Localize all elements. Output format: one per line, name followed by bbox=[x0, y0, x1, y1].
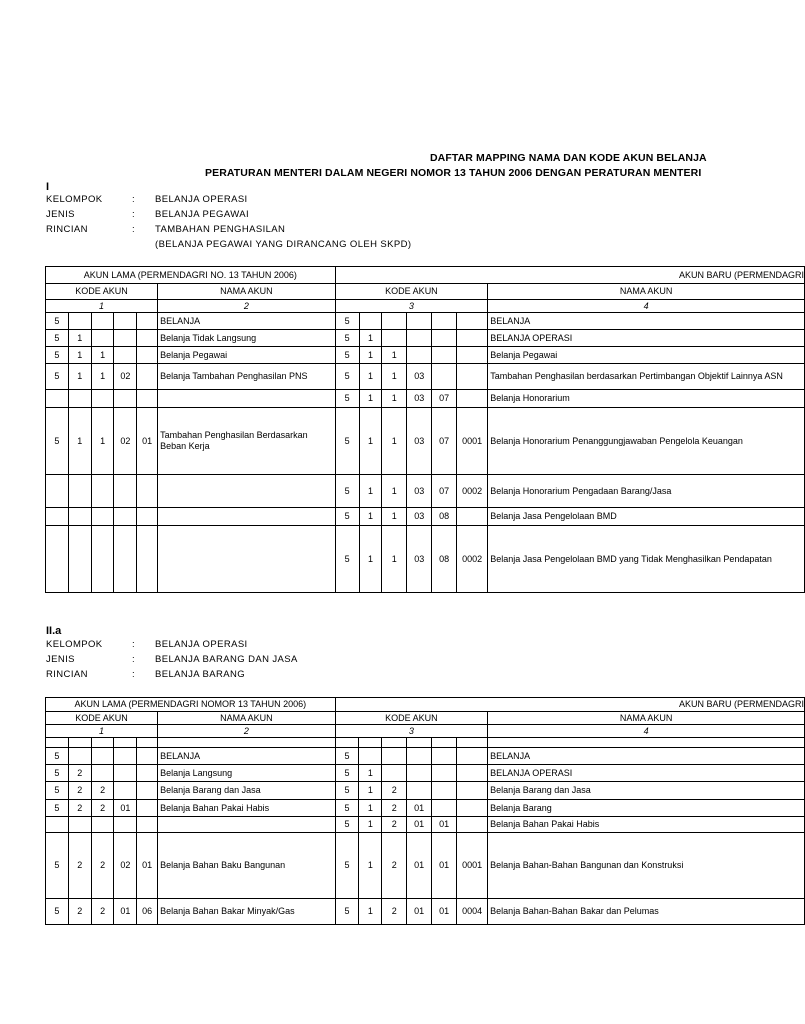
old-account-name: Belanja Pegawai bbox=[158, 347, 336, 364]
new-code-cell: 1 bbox=[359, 408, 382, 475]
new-code-cell bbox=[359, 313, 382, 330]
old-code-cell: 5 bbox=[46, 899, 69, 925]
new-code-cell bbox=[457, 817, 488, 833]
old-code-cell bbox=[68, 475, 91, 508]
old-code-cell bbox=[91, 817, 114, 833]
old-code-cell bbox=[137, 800, 158, 817]
new-code-cell bbox=[457, 782, 488, 800]
old-account-name: Belanja Langsung bbox=[158, 765, 336, 782]
old-code-cell: 5 bbox=[46, 833, 69, 899]
old-code-cell: 01 bbox=[137, 408, 158, 475]
new-code-cell bbox=[432, 364, 457, 390]
old-code-cell bbox=[114, 765, 137, 782]
old-code-cell bbox=[68, 313, 91, 330]
new-code-cell: 1 bbox=[359, 765, 382, 782]
header-old-account: AKUN LAMA (PERMENDAGRI NO. 13 TAHUN 2006) bbox=[46, 267, 336, 284]
old-account-name: BELANJA bbox=[158, 748, 336, 765]
old-code-cell: 5 bbox=[46, 800, 69, 817]
old-account-name: Belanja Bahan Baku Bangunan bbox=[158, 833, 336, 899]
old-code-cell bbox=[114, 475, 137, 508]
old-code-cell bbox=[91, 390, 114, 408]
document-title: DAFTAR MAPPING NAMA DAN KODE AKUN BELANJA bbox=[430, 152, 707, 164]
old-account-name: Belanja Barang dan Jasa bbox=[158, 782, 336, 800]
new-code-cell bbox=[382, 748, 407, 765]
new-code-cell bbox=[407, 782, 432, 800]
old-code-cell: 02 bbox=[114, 408, 137, 475]
old-code-cell bbox=[114, 526, 137, 593]
new-code-cell: 5 bbox=[335, 330, 359, 347]
old-code-cell: 5 bbox=[46, 313, 69, 330]
new-code-cell: 1 bbox=[382, 408, 407, 475]
old-code-cell: 2 bbox=[68, 765, 91, 782]
old-code-cell: 1 bbox=[68, 364, 91, 390]
old-account-name bbox=[158, 508, 336, 526]
new-code-cell: 1 bbox=[359, 330, 382, 347]
new-code-cell bbox=[432, 738, 457, 748]
old-code-cell bbox=[46, 475, 69, 508]
old-code-cell bbox=[137, 508, 158, 526]
old-code-cell bbox=[137, 330, 158, 347]
new-code-cell: 0002 bbox=[457, 526, 488, 593]
new-code-cell: 08 bbox=[432, 508, 457, 526]
new-code-cell: 0004 bbox=[457, 899, 488, 925]
old-code-cell: 2 bbox=[91, 800, 114, 817]
old-code-cell bbox=[68, 748, 91, 765]
new-code-cell: 5 bbox=[335, 408, 359, 475]
new-account-name: Belanja Honorarium Penanggungjawaban Pengelola Keuangan bbox=[488, 408, 805, 475]
old-code-cell bbox=[114, 347, 137, 364]
new-code-cell: 1 bbox=[359, 526, 382, 593]
header-new-account: AKUN BARU (PERMENDAGRI bbox=[335, 698, 804, 712]
new-code-cell: 0002 bbox=[457, 475, 488, 508]
new-code-cell bbox=[382, 313, 407, 330]
info-colon: : bbox=[132, 194, 136, 205]
old-account-name bbox=[158, 526, 336, 593]
old-code-cell bbox=[114, 390, 137, 408]
info-colon: : bbox=[132, 209, 136, 220]
new-code-cell: 5 bbox=[335, 347, 359, 364]
new-code-cell: 08 bbox=[432, 526, 457, 593]
new-code-cell bbox=[335, 738, 359, 748]
table-row bbox=[46, 833, 805, 899]
new-code-cell: 01 bbox=[432, 833, 457, 899]
old-name-header: NAMA AKUN bbox=[158, 712, 336, 725]
new-code-cell: 5 bbox=[335, 800, 359, 817]
column-number: 2 bbox=[158, 725, 336, 738]
old-code-cell: 5 bbox=[46, 748, 69, 765]
old-code-cell: 5 bbox=[46, 330, 69, 347]
new-account-name: Belanja Barang dan Jasa bbox=[488, 782, 805, 800]
new-code-cell bbox=[382, 330, 407, 347]
new-account-name: BELANJA bbox=[488, 313, 805, 330]
new-code-cell: 03 bbox=[407, 526, 432, 593]
old-code-cell bbox=[91, 475, 114, 508]
header-row bbox=[46, 698, 805, 712]
info-value: BELANJA BARANG DAN JASA bbox=[155, 654, 298, 665]
new-code-cell bbox=[457, 738, 488, 748]
new-name-header: NAMA AKUN bbox=[488, 284, 805, 300]
new-code-cell bbox=[407, 738, 432, 748]
old-code-cell bbox=[68, 526, 91, 593]
new-code-cell: 2 bbox=[382, 899, 407, 925]
new-code-cell: 07 bbox=[432, 390, 457, 408]
header-row bbox=[46, 267, 805, 284]
info-colon: : bbox=[132, 669, 136, 680]
new-code-cell: 07 bbox=[432, 475, 457, 508]
old-code-cell bbox=[114, 782, 137, 800]
old-code-cell: 2 bbox=[91, 782, 114, 800]
old-code-cell bbox=[68, 817, 91, 833]
column-number: 1 bbox=[46, 300, 158, 313]
new-code-header: KODE AKUN bbox=[335, 712, 488, 725]
info-key: KELOMPOK bbox=[46, 194, 103, 205]
old-account-name: Belanja Tidak Langsung bbox=[158, 330, 336, 347]
new-code-cell bbox=[359, 738, 382, 748]
new-code-cell: 0001 bbox=[457, 408, 488, 475]
new-code-cell: 5 bbox=[335, 390, 359, 408]
new-code-cell: 01 bbox=[407, 800, 432, 817]
new-code-cell: 5 bbox=[335, 508, 359, 526]
new-account-name: BELANJA OPERASI bbox=[488, 330, 805, 347]
old-code-cell bbox=[137, 526, 158, 593]
old-code-cell bbox=[46, 526, 69, 593]
old-account-name: Belanja Tambahan Penghasilan PNS bbox=[158, 364, 336, 390]
section-label: I bbox=[46, 181, 50, 193]
old-code-cell bbox=[91, 313, 114, 330]
new-code-cell: 5 bbox=[335, 364, 359, 390]
info-colon: : bbox=[132, 654, 136, 665]
old-code-cell: 5 bbox=[46, 364, 69, 390]
new-account-name: Belanja Honorarium bbox=[488, 390, 805, 408]
new-code-cell: 1 bbox=[359, 833, 382, 899]
new-code-cell: 0001 bbox=[457, 833, 488, 899]
mapping-table bbox=[45, 266, 805, 593]
table-row bbox=[46, 800, 805, 817]
old-code-cell: 06 bbox=[137, 899, 158, 925]
table-row bbox=[46, 738, 805, 748]
old-account-name: BELANJA bbox=[158, 313, 336, 330]
new-code-cell: 01 bbox=[432, 817, 457, 833]
new-code-cell bbox=[382, 765, 407, 782]
new-code-cell bbox=[457, 748, 488, 765]
new-account-name: BELANJA bbox=[488, 748, 805, 765]
new-code-cell: 2 bbox=[382, 817, 407, 833]
old-account-name bbox=[158, 390, 336, 408]
old-code-cell: 1 bbox=[91, 364, 114, 390]
old-code-cell: 2 bbox=[91, 899, 114, 925]
new-code-cell: 1 bbox=[382, 390, 407, 408]
old-code-cell: 1 bbox=[91, 408, 114, 475]
new-code-cell: 1 bbox=[382, 475, 407, 508]
new-code-cell: 1 bbox=[359, 800, 382, 817]
old-name-header: NAMA AKUN bbox=[158, 284, 336, 300]
new-code-cell: 01 bbox=[407, 833, 432, 899]
new-account-name: BELANJA OPERASI bbox=[488, 765, 805, 782]
new-code-cell: 1 bbox=[359, 899, 382, 925]
new-code-cell bbox=[457, 347, 488, 364]
old-code-cell bbox=[114, 508, 137, 526]
old-code-cell bbox=[137, 347, 158, 364]
new-code-cell: 5 bbox=[335, 817, 359, 833]
old-code-cell: 1 bbox=[68, 330, 91, 347]
new-code-cell: 1 bbox=[359, 364, 382, 390]
header-old-account: AKUN LAMA (PERMENDAGRI NOMOR 13 TAHUN 2006) bbox=[46, 698, 336, 712]
info-value: BELANJA OPERASI bbox=[155, 639, 248, 650]
new-code-cell: 5 bbox=[335, 748, 359, 765]
new-code-cell: 2 bbox=[382, 833, 407, 899]
new-code-cell: 03 bbox=[407, 364, 432, 390]
new-code-cell: 2 bbox=[382, 782, 407, 800]
old-account-name: Belanja Bahan Pakai Habis bbox=[158, 800, 336, 817]
new-code-cell bbox=[432, 782, 457, 800]
old-code-cell bbox=[68, 738, 91, 748]
old-code-cell: 1 bbox=[91, 347, 114, 364]
mapping-table bbox=[45, 697, 805, 925]
new-code-cell: 1 bbox=[359, 475, 382, 508]
old-code-cell bbox=[91, 526, 114, 593]
old-code-cell: 02 bbox=[114, 364, 137, 390]
old-code-cell bbox=[137, 475, 158, 508]
new-code-cell bbox=[457, 390, 488, 408]
old-code-cell bbox=[68, 390, 91, 408]
new-code-cell: 1 bbox=[382, 508, 407, 526]
new-code-cell: 01 bbox=[432, 899, 457, 925]
old-code-cell: 01 bbox=[137, 833, 158, 899]
new-code-cell: 1 bbox=[359, 508, 382, 526]
info-value: BELANJA PEGAWAI bbox=[155, 209, 249, 220]
new-code-cell: 1 bbox=[382, 364, 407, 390]
table-row bbox=[46, 330, 805, 347]
old-code-cell bbox=[91, 508, 114, 526]
new-account-name: Belanja Pegawai bbox=[488, 347, 805, 364]
old-code-cell bbox=[114, 748, 137, 765]
new-code-cell bbox=[407, 347, 432, 364]
new-code-cell: 01 bbox=[407, 817, 432, 833]
new-code-cell: 5 bbox=[335, 313, 359, 330]
old-code-cell bbox=[137, 390, 158, 408]
new-code-cell bbox=[432, 330, 457, 347]
old-code-cell bbox=[91, 765, 114, 782]
old-account-name bbox=[158, 475, 336, 508]
new-code-cell bbox=[457, 313, 488, 330]
new-code-cell bbox=[432, 765, 457, 782]
old-code-cell bbox=[114, 738, 137, 748]
new-code-cell: 03 bbox=[407, 475, 432, 508]
new-code-cell: 03 bbox=[407, 508, 432, 526]
info-key: RINCIAN bbox=[46, 224, 88, 235]
old-code-cell bbox=[114, 817, 137, 833]
new-code-cell: 2 bbox=[382, 800, 407, 817]
new-account-name: Belanja Bahan-Bahan Bangunan dan Konstruksi bbox=[488, 833, 805, 899]
column-number: 4 bbox=[488, 300, 805, 313]
info-key: KELOMPOK bbox=[46, 639, 103, 650]
old-code-cell: 5 bbox=[46, 782, 69, 800]
old-code-cell bbox=[137, 738, 158, 748]
table-row bbox=[46, 390, 805, 408]
new-code-cell bbox=[407, 330, 432, 347]
column-number: 4 bbox=[488, 725, 805, 738]
old-code-cell: 01 bbox=[114, 899, 137, 925]
new-code-cell bbox=[359, 748, 382, 765]
new-account-name: Tambahan Penghasilan berdasarkan Pertimbangan Objektif Lainnya ASN bbox=[488, 364, 805, 390]
old-code-cell bbox=[114, 313, 137, 330]
old-account-name: Belanja Bahan Bakar Minyak/Gas bbox=[158, 899, 336, 925]
old-code-header: KODE AKUN bbox=[46, 712, 158, 725]
info-key: JENIS bbox=[46, 654, 75, 665]
table-row bbox=[46, 364, 805, 390]
new-code-cell bbox=[432, 313, 457, 330]
old-code-cell bbox=[46, 508, 69, 526]
new-code-cell bbox=[457, 364, 488, 390]
column-number: 3 bbox=[335, 725, 488, 738]
old-account-name: Tambahan Penghasilan Berdasarkan Beban Kerja bbox=[158, 408, 336, 475]
table-row bbox=[46, 475, 805, 508]
new-code-cell bbox=[407, 765, 432, 782]
old-code-cell bbox=[68, 508, 91, 526]
info-value: BELANJA BARANG bbox=[155, 669, 246, 680]
old-code-cell bbox=[46, 390, 69, 408]
old-code-cell bbox=[46, 738, 69, 748]
column-number: 3 bbox=[335, 300, 488, 313]
new-account-name: Belanja Bahan-Bahan Bakar dan Pelumas bbox=[488, 899, 805, 925]
new-code-cell bbox=[457, 800, 488, 817]
mapping-table-wrapper bbox=[45, 697, 804, 925]
old-code-cell bbox=[137, 364, 158, 390]
new-account-name: Belanja Bahan Pakai Habis bbox=[488, 817, 805, 833]
old-code-cell: 2 bbox=[91, 833, 114, 899]
old-code-cell bbox=[46, 817, 69, 833]
table-row bbox=[46, 313, 805, 330]
old-code-cell bbox=[137, 817, 158, 833]
new-account-name: Belanja Honorarium Pengadaan Barang/Jasa bbox=[488, 475, 805, 508]
new-code-cell: 1 bbox=[382, 526, 407, 593]
new-code-cell: 1 bbox=[359, 390, 382, 408]
new-code-cell: 01 bbox=[407, 899, 432, 925]
new-code-cell: 5 bbox=[335, 765, 359, 782]
new-account-name bbox=[488, 738, 805, 748]
info-value: BELANJA OPERASI bbox=[155, 194, 248, 205]
old-account-name bbox=[158, 738, 336, 748]
old-code-cell: 5 bbox=[46, 347, 69, 364]
old-code-cell: 1 bbox=[68, 408, 91, 475]
subheader-row bbox=[46, 712, 805, 725]
new-code-cell: 1 bbox=[359, 817, 382, 833]
new-code-cell bbox=[457, 508, 488, 526]
info-key: RINCIAN bbox=[46, 669, 88, 680]
old-code-cell: 5 bbox=[46, 765, 69, 782]
old-code-cell: 1 bbox=[68, 347, 91, 364]
old-code-cell bbox=[114, 330, 137, 347]
old-code-cell: 2 bbox=[68, 833, 91, 899]
document-subtitle: PERATURAN MENTERI DALAM NEGERI NOMOR 13 TAHUN 2006 DENGAN PERATURAN MENTERI bbox=[205, 167, 702, 179]
new-code-cell bbox=[457, 765, 488, 782]
header-new-account: AKUN BARU (PERMENDAGRI bbox=[335, 267, 804, 284]
info-key: JENIS bbox=[46, 209, 75, 220]
info-value: (BELANJA PEGAWAI YANG DIRANCANG OLEH SKPD) bbox=[155, 239, 412, 250]
table-row bbox=[46, 347, 805, 364]
new-account-name: Belanja Jasa Pengelolaan BMD bbox=[488, 508, 805, 526]
old-account-name bbox=[158, 817, 336, 833]
table-row bbox=[46, 782, 805, 800]
new-code-cell: 1 bbox=[382, 347, 407, 364]
new-code-cell: 07 bbox=[432, 408, 457, 475]
column-number: 2 bbox=[158, 300, 336, 313]
new-code-cell bbox=[457, 330, 488, 347]
new-code-cell bbox=[407, 313, 432, 330]
column-number-row bbox=[46, 725, 805, 738]
new-code-cell: 03 bbox=[407, 408, 432, 475]
info-colon: : bbox=[132, 639, 136, 650]
subheader-row bbox=[46, 284, 805, 300]
old-code-cell bbox=[137, 748, 158, 765]
old-code-cell bbox=[137, 765, 158, 782]
table-row bbox=[46, 899, 805, 925]
old-code-cell bbox=[137, 313, 158, 330]
old-code-cell: 01 bbox=[114, 800, 137, 817]
info-value: TAMBAHAN PENGHASILAN bbox=[155, 224, 286, 235]
new-code-cell bbox=[432, 347, 457, 364]
old-code-cell: 2 bbox=[68, 899, 91, 925]
old-code-cell bbox=[91, 330, 114, 347]
new-code-cell: 5 bbox=[335, 833, 359, 899]
mapping-table-wrapper bbox=[45, 266, 804, 593]
new-code-cell bbox=[432, 748, 457, 765]
new-code-cell bbox=[407, 748, 432, 765]
new-code-cell: 1 bbox=[359, 347, 382, 364]
old-code-cell: 2 bbox=[68, 800, 91, 817]
new-code-cell bbox=[382, 738, 407, 748]
old-code-cell bbox=[91, 748, 114, 765]
table-row bbox=[46, 765, 805, 782]
old-code-cell: 5 bbox=[46, 408, 69, 475]
old-code-cell: 2 bbox=[68, 782, 91, 800]
section-label: II.a bbox=[46, 625, 62, 637]
column-number: 1 bbox=[46, 725, 158, 738]
new-account-name: Belanja Jasa Pengelolaan BMD yang Tidak Menghasilkan Pendapatan bbox=[488, 526, 805, 593]
old-code-cell bbox=[91, 738, 114, 748]
new-code-cell: 5 bbox=[335, 526, 359, 593]
column-number-row bbox=[46, 300, 805, 313]
new-account-name: Belanja Barang bbox=[488, 800, 805, 817]
old-code-cell: 02 bbox=[114, 833, 137, 899]
info-colon: : bbox=[132, 224, 136, 235]
new-code-header: KODE AKUN bbox=[335, 284, 488, 300]
table-row bbox=[46, 508, 805, 526]
table-row bbox=[46, 748, 805, 765]
table-row bbox=[46, 408, 805, 475]
old-code-header: KODE AKUN bbox=[46, 284, 158, 300]
new-code-cell bbox=[432, 800, 457, 817]
table-row bbox=[46, 526, 805, 593]
new-code-cell: 5 bbox=[335, 475, 359, 508]
new-code-cell: 5 bbox=[335, 782, 359, 800]
new-code-cell: 5 bbox=[335, 899, 359, 925]
new-code-cell: 03 bbox=[407, 390, 432, 408]
old-code-cell bbox=[137, 782, 158, 800]
new-code-cell: 1 bbox=[359, 782, 382, 800]
new-name-header: NAMA AKUN bbox=[488, 712, 805, 725]
table-row bbox=[46, 817, 805, 833]
